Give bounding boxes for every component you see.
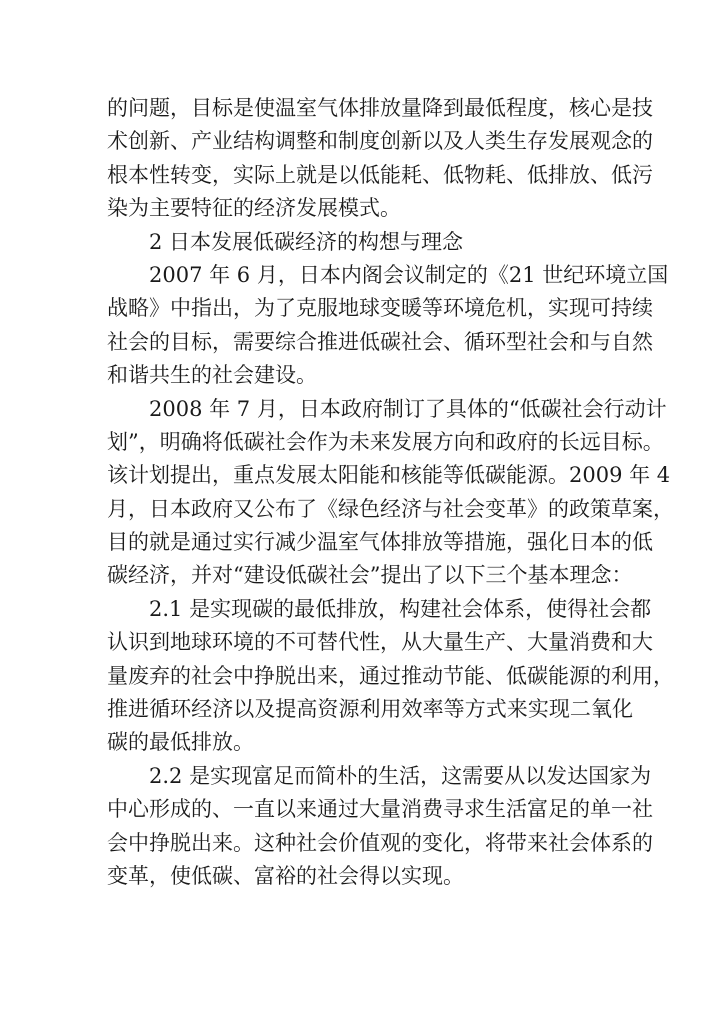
paragraph-3 (107, 393, 674, 593)
paragraph-1 (107, 92, 653, 226)
section-heading (107, 226, 633, 259)
text-line: 2.2 是实现富足而简朴的生活，这需要从以发达国家为 (149, 763, 652, 788)
text-line: 变革，使低碳、富裕的社会得以实现。 (107, 863, 464, 888)
text-line: 的问题，目标是使温室气体排放量降到最低程度，核心是技 (107, 96, 653, 120)
text-line: 2007 年 6 月，日本内阁会议制定的《21 世纪环境立国 (149, 262, 669, 287)
text-line: 认识到地球环境的不可替代性，从大量生产、大量消费和大 (107, 630, 653, 655)
text-line: 推进循环经济以及提高资源利用效率等方式来实现二氧化 (107, 697, 633, 722)
text-line: 染为主要特征的经济发展模式。 (107, 196, 401, 221)
paragraph-4 (107, 593, 674, 760)
text-line: 该计划提出，重点发展太阳能和核能等低碳能源。2009 年 4 (107, 463, 671, 488)
text-line: 和谐共生的社会建设。 (107, 363, 317, 388)
text-line: 目的就是通过实行减少温室气体排放等措施，强化日本的低 (107, 530, 653, 555)
text-line: 2.1 是实现碳的最低排放，构建社会体系，使得社会都 (149, 596, 652, 621)
text-line: 月，日本政府又公布了《绿色经济与社会变革》的政策草案， (107, 496, 674, 521)
text-line: 中心形成的、一直以来通过大量消费寻求生活富足的单一社 (107, 797, 653, 822)
body-text (107, 92, 674, 893)
text-line: 量废弃的社会中挣脱出来，通过推动节能、低碳能源的利用， (107, 663, 674, 688)
text-line: 碳的最低排放。 (107, 730, 254, 755)
heading-text: 2 日本发展低碳经济的构想与理念 (149, 229, 464, 254)
paragraph-5 (107, 760, 653, 894)
text-line: 术创新、产业结构调整和制度创新以及人类生存发展观念的 (107, 129, 653, 154)
text-line: 社会的目标，需要综合推进低碳社会、循环型社会和与自然 (107, 329, 653, 354)
text-line: 划”，明确将低碳社会作为未来发展方向和政府的长远目标。 (107, 429, 664, 454)
text-line: 2008 年 7 月，日本政府制订了具体的“低碳社会行动计 (149, 396, 667, 421)
text-line: 战略》中指出，为了克服地球变暖等环境危机，实现可持续 (107, 296, 653, 321)
text-line: 碳经济，并对“建设低碳社会”提出了以下三个基本理念： (107, 563, 633, 588)
paragraph-2 (107, 259, 669, 393)
text-line: 会中挣脱出来。这种社会价值观的变化，将带来社会体系的 (107, 830, 653, 855)
text-line: 根本性转变，实际上就是以低能耗、低物耗、低排放、低污 (107, 162, 653, 187)
